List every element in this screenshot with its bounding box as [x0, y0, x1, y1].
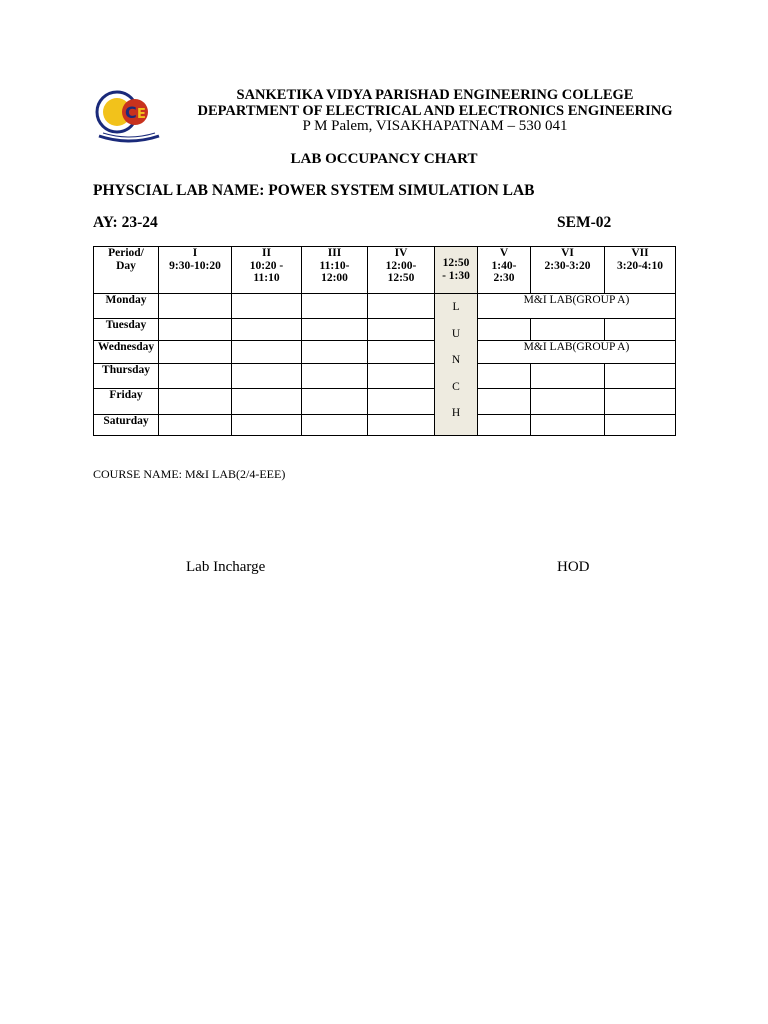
- lab-name: PHYSCIAL LAB NAME: POWER SYSTEM SIMULATION LAB: [93, 182, 535, 199]
- slot-cell: [368, 294, 435, 319]
- slot-cell: [159, 319, 232, 341]
- slot-cell: [159, 415, 232, 436]
- corner-day-label: Day: [116, 259, 136, 272]
- lunch-letter: H: [451, 407, 461, 419]
- svg-text:E: E: [137, 107, 146, 122]
- period-time: - 1:30: [442, 270, 470, 282]
- slot-cell: [478, 364, 531, 389]
- period-time: 11:10: [253, 272, 280, 284]
- period-time: 9:30-10:20: [169, 259, 221, 272]
- lab-incharge-signature-label: Lab Incharge: [186, 559, 266, 575]
- period-header: [302, 247, 368, 294]
- period-number: VII: [631, 247, 649, 259]
- period-time: 2:30-3:20: [544, 259, 591, 272]
- period-number: IV: [394, 247, 408, 259]
- day-label: Monday: [94, 294, 159, 319]
- slot-cell: [302, 389, 368, 415]
- slot-cell: [302, 319, 368, 341]
- hod-signature-label: HOD: [557, 559, 590, 575]
- slot-cell: [159, 294, 232, 319]
- period-time: 11:10-: [319, 259, 350, 272]
- slot-cell: [605, 389, 676, 415]
- slot-cell: [531, 319, 605, 341]
- slot-cell: [232, 389, 302, 415]
- slot-cell: [531, 364, 605, 389]
- lunch-letter: N: [451, 354, 461, 366]
- slot-cell: [302, 294, 368, 319]
- slot-cell: [605, 364, 676, 389]
- slot-cell: [302, 364, 368, 389]
- slot-cell: [159, 364, 232, 389]
- timetable: [93, 246, 676, 436]
- lunch-column: [435, 294, 478, 436]
- lab-booking: M&I LAB(GROUP A): [478, 294, 676, 319]
- slot-cell: [302, 415, 368, 436]
- table-row: [94, 319, 676, 341]
- period-number: III: [327, 247, 342, 259]
- slot-cell: [368, 389, 435, 415]
- slot-cell: [232, 319, 302, 341]
- course-name: COURSE NAME: M&I LAB(2/4-EEE): [93, 467, 286, 481]
- table-row: [94, 389, 676, 415]
- department-name: DEPARTMENT OF ELECTRICAL AND ELECTRONICS ENGINEERING: [197, 103, 673, 119]
- day-label: Saturday: [94, 415, 159, 436]
- lab-booking: M&I LAB(GROUP A): [478, 341, 676, 364]
- slot-cell: [531, 389, 605, 415]
- slot-cell: [478, 389, 531, 415]
- slot-cell: [605, 415, 676, 436]
- lunch-letter: U: [451, 327, 461, 340]
- svg-text:C: C: [125, 103, 137, 122]
- slot-cell: [368, 364, 435, 389]
- period-header: [232, 247, 302, 294]
- period-time: 1:40-: [491, 259, 517, 272]
- day-label: Friday: [94, 389, 159, 415]
- slot-cell: [368, 415, 435, 436]
- period-header: [478, 247, 531, 294]
- period-number: I: [192, 247, 198, 259]
- day-label: Wednesday: [94, 341, 159, 364]
- period-number: V: [499, 247, 509, 259]
- period-time: 12:00: [321, 272, 348, 284]
- table-row: [94, 341, 676, 364]
- slot-cell: [232, 364, 302, 389]
- slot-cell: [478, 319, 531, 341]
- slot-cell: [159, 389, 232, 415]
- slot-cell: [232, 415, 302, 436]
- college-name: SANKETIKA VIDYA PARISHAD ENGINEERING COLLEGE: [236, 87, 634, 103]
- chart-title: LAB OCCUPANCY CHART: [290, 151, 478, 167]
- period-time: 10:20 -: [249, 259, 284, 272]
- period-time: 12:50: [387, 272, 415, 284]
- day-label: Tuesday: [94, 319, 159, 341]
- period-header: [159, 247, 232, 294]
- college-logo-icon: [95, 86, 163, 148]
- period-header: [605, 247, 676, 294]
- header-row: [94, 247, 676, 294]
- period-header: [368, 247, 435, 294]
- slot-cell: [368, 341, 435, 364]
- period-time: 2:30: [493, 272, 515, 284]
- table-row: [94, 364, 676, 389]
- lunch-letter: L: [452, 301, 460, 313]
- corner-header: [94, 247, 159, 294]
- table-row: [94, 415, 676, 436]
- corner-period-label: Period/: [108, 247, 144, 259]
- day-label: Thursday: [94, 364, 159, 389]
- slot-cell: [531, 415, 605, 436]
- period-number: II: [262, 247, 271, 259]
- slot-cell: [302, 341, 368, 364]
- period-time: 12:50: [442, 257, 470, 269]
- semester: SEM-02: [557, 214, 612, 231]
- lunch-letter: C: [452, 380, 460, 393]
- period-time: 12:00-: [385, 259, 417, 272]
- slot-cell: [605, 319, 676, 341]
- table-row: [94, 294, 676, 319]
- slot-cell: [232, 341, 302, 364]
- slot-cell: [232, 294, 302, 319]
- period-header: [531, 247, 605, 294]
- slot-cell: [368, 319, 435, 341]
- period-time: 3:20-4:10: [617, 259, 663, 272]
- college-address: P M Palem, VISAKHAPATNAM – 530 041: [302, 118, 568, 134]
- academic-year: AY: 23-24: [93, 214, 158, 231]
- period-number: VI: [561, 247, 574, 259]
- slot-cell: [478, 415, 531, 436]
- slot-cell: [159, 341, 232, 364]
- lunch-period-header: [435, 247, 478, 294]
